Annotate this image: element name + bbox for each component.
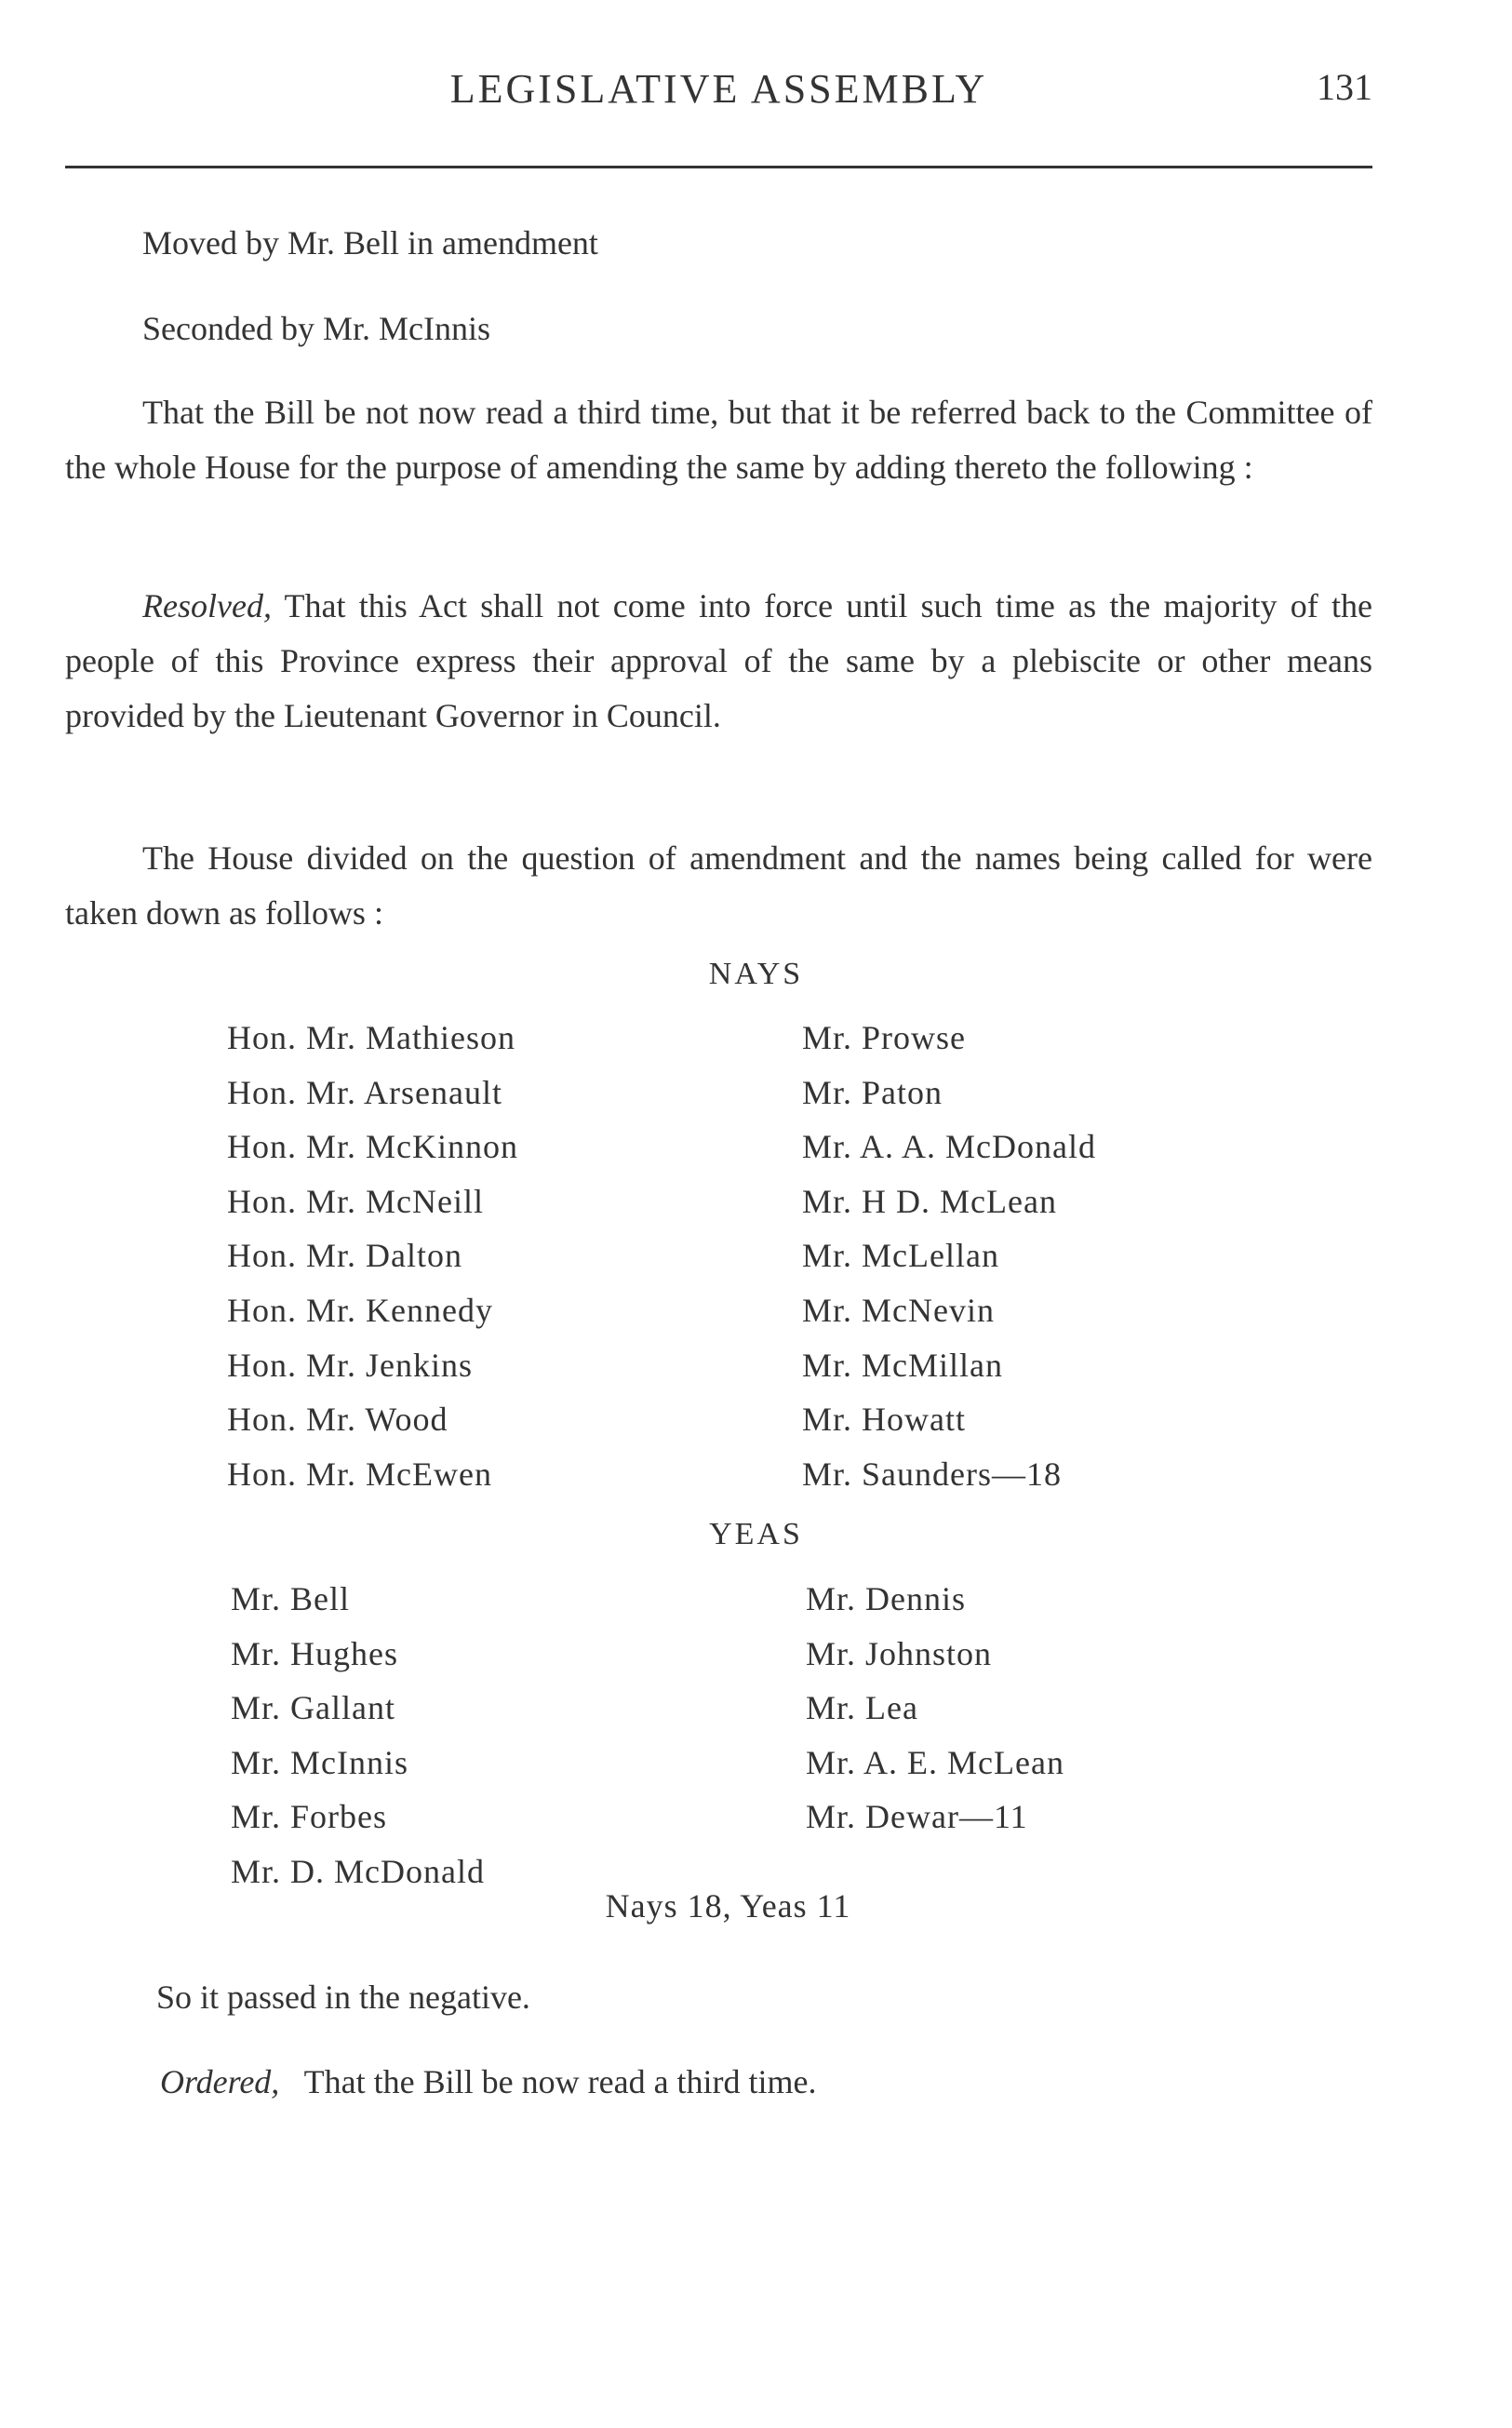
yeas-name: Mr. Gallant: [231, 1689, 395, 1727]
resolved-label: Resolved,: [142, 587, 272, 624]
result-line: So it passed in the negative.: [156, 1979, 530, 2016]
yeas-name: Mr. Johnston: [806, 1634, 993, 1672]
nays-name: Hon. Mr. Dalton: [227, 1237, 462, 1275]
nays-name: Hon. Mr. Mathieson: [227, 1019, 515, 1056]
page-title: LEGISLATIVE ASSEMBLY: [449, 66, 988, 112]
ordered-label: Ordered,: [160, 2063, 280, 2100]
yeas-left-column: [231, 1572, 485, 1899]
yeas-name: Mr. Lea: [806, 1689, 918, 1727]
yeas-heading: YEAS: [709, 1517, 803, 1551]
nays-name: Hon. Mr. McKinnon: [227, 1128, 518, 1166]
ordered-text: That the Bill be now read a third time.: [303, 2063, 817, 2100]
nays-heading: NAYS: [708, 957, 804, 991]
yeas-name: Mr. Dewar—11: [806, 1798, 1028, 1836]
nays-name: Mr. Saunders—18: [802, 1455, 1062, 1493]
division-paragraph: The House divided on the question of amendment and the names being called for were taken down as follows :: [65, 839, 1372, 932]
resolved-text: That this Act shall not come into force until such time as the majority of the people of this Province express their approval of the same by a plebiscite or other means provided by the Lieutenant Governor in Council.: [65, 587, 1372, 734]
yeas-name: Mr. Bell: [231, 1580, 351, 1617]
nays-name: Mr. McMillan: [802, 1346, 1003, 1384]
nays-left-column: [227, 1011, 518, 1501]
page-number: 131: [1317, 66, 1372, 108]
seconded-line: Seconded by Mr. McInnis: [142, 310, 490, 347]
yeas-right-column: [806, 1572, 1064, 1844]
page-header: [65, 65, 1372, 130]
nays-name: Mr. Prowse: [802, 1019, 967, 1056]
moved-line: Moved by Mr. Bell in amendment: [142, 224, 598, 262]
nays-name: Hon. Mr. Arsenault: [227, 1073, 502, 1111]
yeas-name: Mr. Dennis: [806, 1580, 966, 1617]
nays-name: Mr. Paton: [802, 1073, 943, 1111]
motion-paragraph: That the Bill be not now read a third time, but that it be referred back to the Committee of the whole House for the purpose of amending the same by adding thereto the following :: [65, 394, 1372, 486]
nays-name: Hon. Mr. McEwen: [227, 1455, 492, 1493]
yeas-name: Mr. McInnis: [231, 1743, 408, 1781]
nays-name: Mr. McNevin: [802, 1291, 995, 1329]
nays-name: Hon. Mr. Wood: [227, 1401, 448, 1439]
yeas-name: Mr. Hughes: [231, 1634, 398, 1672]
yeas-name: Mr. A. E. McLean: [806, 1743, 1064, 1781]
header-rule: [65, 166, 1372, 168]
nays-name: Mr. Howatt: [802, 1401, 966, 1439]
vote-tally: Nays 18, Yeas 11: [605, 1887, 851, 1925]
nays-name: Hon. Mr. Kennedy: [227, 1291, 493, 1329]
resolved-paragraph: [65, 579, 1372, 744]
yeas-name: Mr. D. McDonald: [231, 1852, 485, 1890]
nays-right-column: [802, 1011, 1096, 1501]
nays-name: Hon. Mr. McNeill: [227, 1182, 484, 1220]
ordered-paragraph: [160, 2055, 1370, 2110]
yeas-name: Mr. Forbes: [231, 1798, 388, 1836]
nays-name: Hon. Mr. Jenkins: [227, 1346, 474, 1384]
nays-name: Mr. A. A. McDonald: [802, 1128, 1097, 1166]
nays-name: Mr. H D. McLean: [802, 1182, 1057, 1220]
nays-name: Mr. McLellan: [802, 1237, 999, 1275]
